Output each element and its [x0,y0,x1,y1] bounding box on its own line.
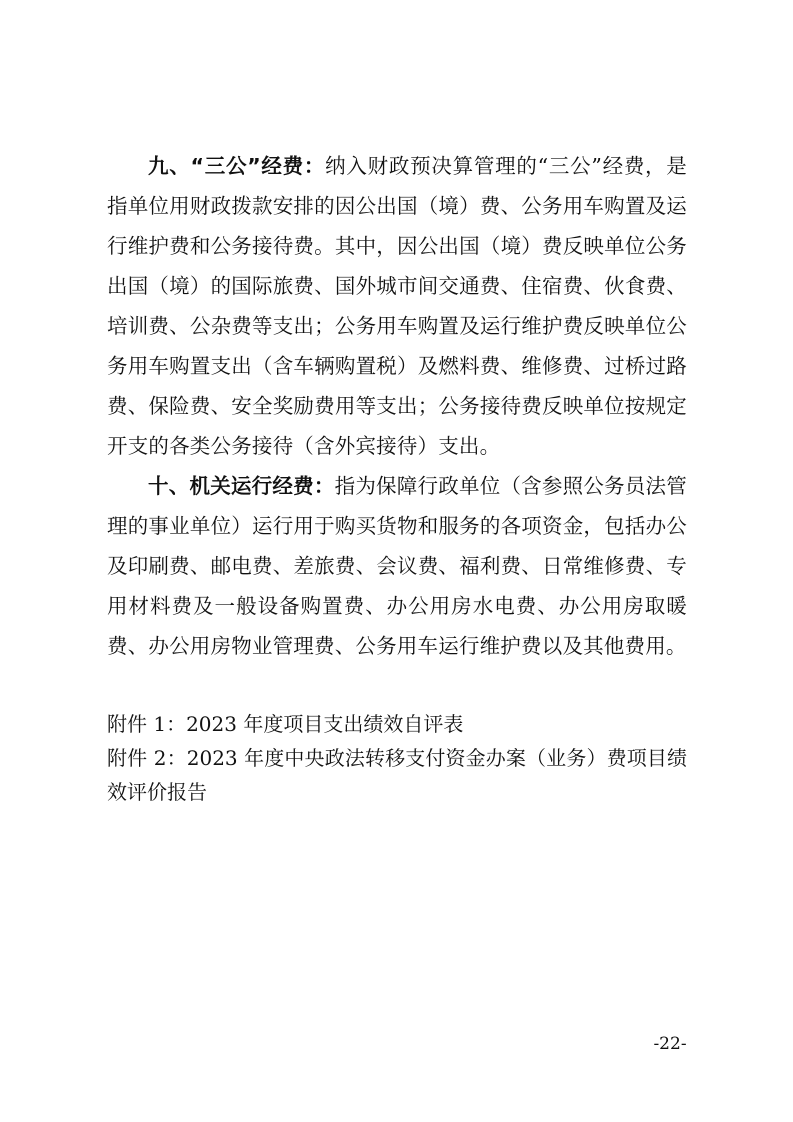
attachments-list [107,707,687,809]
paragraph-text: 纳入财政预决算管理的“三公”经费，是指单位用财政拨款安排的因公出国（境）费、公务用车购置及运行维护费和公务接待费。其中，因公出国（境）费反映单位公务出国（境）的国际旅费、国外城市间交通费、住宿费、伙食费、培训费、公杂费等支出；公务用车购置及运行维护费反映单位公务用车购置支出（含车辆购置税）及燃料费、维修费、过桥过路费、保险费、安全奖励费用等支出；公务接待费反映单位按规定开支的各类公务接待（含外宾接待）支出。 [107,154,688,458]
attachment-item: 附件 1：2023 年度项目支出绩效自评表 [107,712,464,736]
term-heading: 九、“三公”经费： [148,154,326,178]
body-text [107,146,687,666]
paragraph-three-public-expenses [107,146,687,466]
paragraph-text: 指为保障行政单位（含参照公务员法管理的事业单位）运行用于购买货物和服务的各项资金，包括办公及印刷费、邮电费、差旅费、会议费、福利费、日常维修费、专用材料费及一般设备购置费、办公用房水电费、办公用房取暖费、办公用房物业管理费、公务用车运行维护费以及其他费用。 [107,474,687,658]
term-heading: 十、机关运行经费： [148,474,335,498]
paragraph-agency-operating-expenses [107,466,687,666]
attachment-item: 附件 2：2023 年度中央政法转移支付资金办案（业务）费项目绩效评价报告 [107,746,687,804]
page-number: -22- [653,1034,687,1054]
